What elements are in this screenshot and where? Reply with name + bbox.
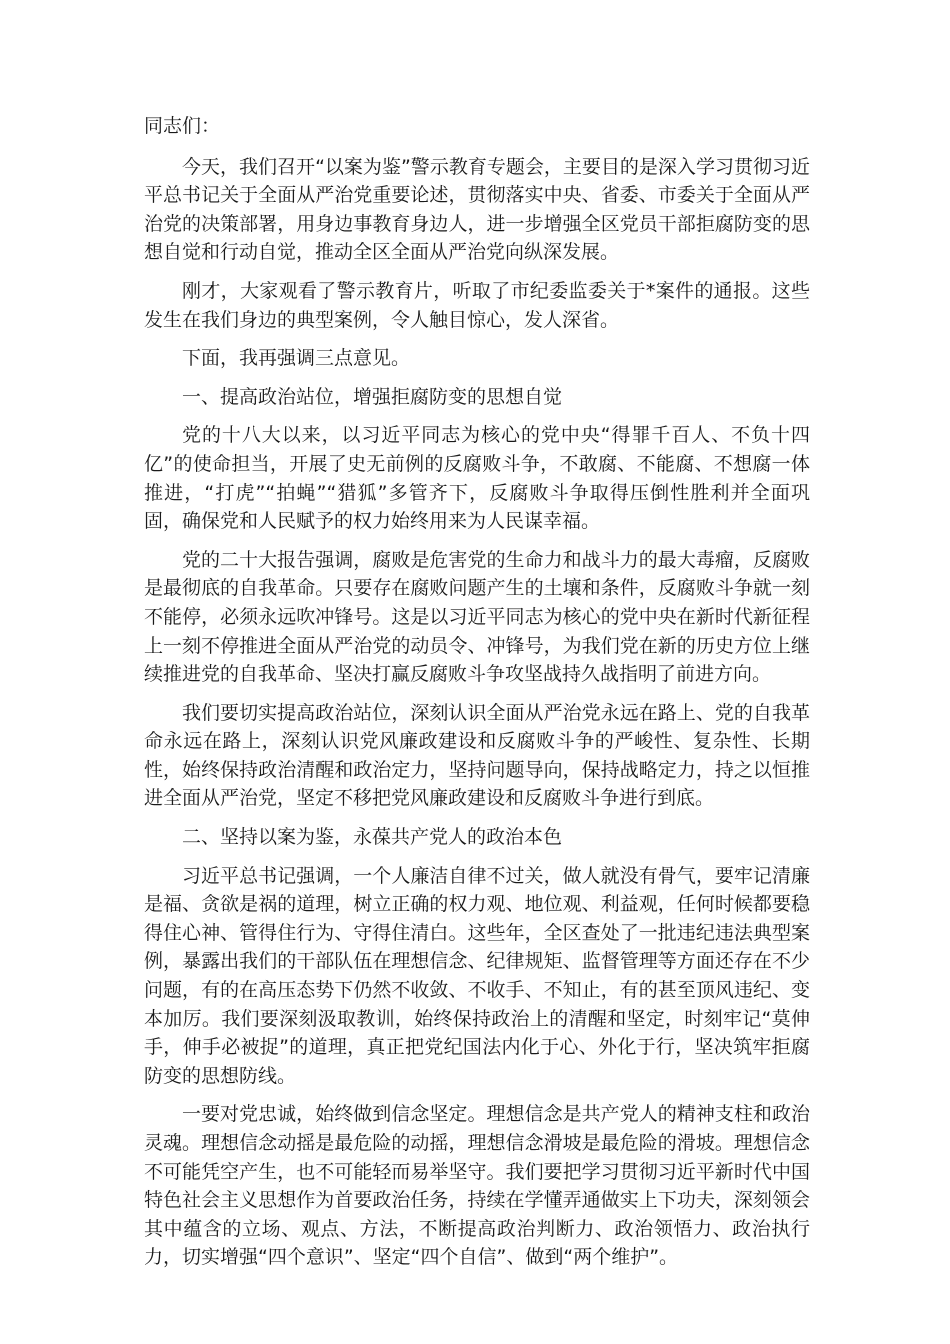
section-2-paragraph: 习近平总书记强调，一个人廉洁自律不过关，做人就没有骨气，要牢记清廉是福、贪欲是祸的道理，树立正确的权力观、地位观、利益观，任何时候都要稳得住心神、管得住行为、守得住清白。这些年，全区查处了一批违纪违法典型案例，暴露出我们的干部队伍在理想信念、纪律规矩、监督管理等方面还存在不少问题，有的在高压态势下仍然不收敛、不收手、不知止，有的甚至顶风违纪、变本加厉。我们要深刻汲取教训，始终保持政治上的清醒和坚定，时刻牢记“莫伸手，伸手必被捉”的道理，真正把党纪国法内化于心、外化于行，坚决筑牢拒腐防变的思想防线。 — [144, 864, 810, 1087]
intro-paragraph: 今天，我们召开“以案为鉴”警示教育专题会，主要目的是深入学习贯彻习近平总书记关于全面从严治党重要论述，贯彻落实中央、省委、市委关于全面从严治党的决策部署，用身边事教育身边人，进一步增强全区党员干部拒腐防变的思想自觉和行动自觉，推动全区全面从严治党向纵深发展。 — [144, 155, 810, 264]
salutation: 同志们： — [144, 115, 221, 137]
section-heading-2: 二、坚持以案为鉴，永葆共产党人的政治本色 — [182, 826, 563, 849]
document-body — [144, 112, 810, 1282]
section-1-paragraph: 党的十八大以来，以习近平同志为核心的党中央“得罪千百人、不负十四亿”的使命担当，开展了史无前例的反腐败斗争，不敢腐、不能腐、不想腐一体推进，“打虎”“拍蝇”“猎狐”多管齐下，反腐败斗争取得压倒性胜利并全面巩固，确保党和人民赋予的权力始终用来为人民谋幸福。 — [144, 424, 810, 533]
intro-paragraph: 刚才，大家观看了警示教育片，听取了市纪委监委关于*案件的通报。这些发生在我们身边的典型案例，令人触目惊心，发人深省。 — [144, 279, 810, 331]
section-1-paragraph: 我们要切实提高政治站位，深刻认识全面从严治党永远在路上、党的自我革命永远在路上，深刻认识党风廉政建设和反腐败斗争的严峻性、复杂性、长期性，始终保持政治清醒和政治定力，坚持问题导向，保持战略定力，持之以恒推进全面从严治党，坚定不移把党风廉政建设和反腐败斗争进行到底。 — [144, 701, 810, 810]
section-1-paragraph: 党的二十大报告强调，腐败是危害党的生命力和战斗力的最大毒瘤，反腐败是最彻底的自我革命。只要存在腐败问题产生的土壤和条件，反腐败斗争就一刻不能停，必须永远吹冲锋号。这是以习近平同志为核心的党中央在新时代新征程上一刻不停推进全面从严治党的动员令、冲锋号，为我们党在新的历史方位上继续推进党的自我革命、坚决打赢反腐败斗争攻坚战持久战指明了前进方向。 — [144, 548, 810, 686]
section-2-paragraph: 一要对党忠诚，始终做到信念坚定。理想信念是共产党人的精神支柱和政治灵魂。理想信念动摇是最危险的动摇，理想信念滑坡是最危险的滑坡。理想信念不可能凭空产生，也不可能轻而易举坚守。我们要把学习贯彻习近平新时代中国特色社会主义思想作为首要政治任务，持续在学懂弄通做实上下功夫，深刻领会其中蕴含的立场、观点、方法，不断提高政治判断力、政治领悟力、政治执行力，切实增强“四个意识”、坚定“四个自信”、做到“两个维护”。 — [144, 1103, 810, 1269]
intro-paragraph: 下面，我再强调三点意见。 — [182, 347, 411, 370]
section-heading-1: 一、提高政治站位，增强拒腐防变的思想自觉 — [182, 385, 563, 408]
